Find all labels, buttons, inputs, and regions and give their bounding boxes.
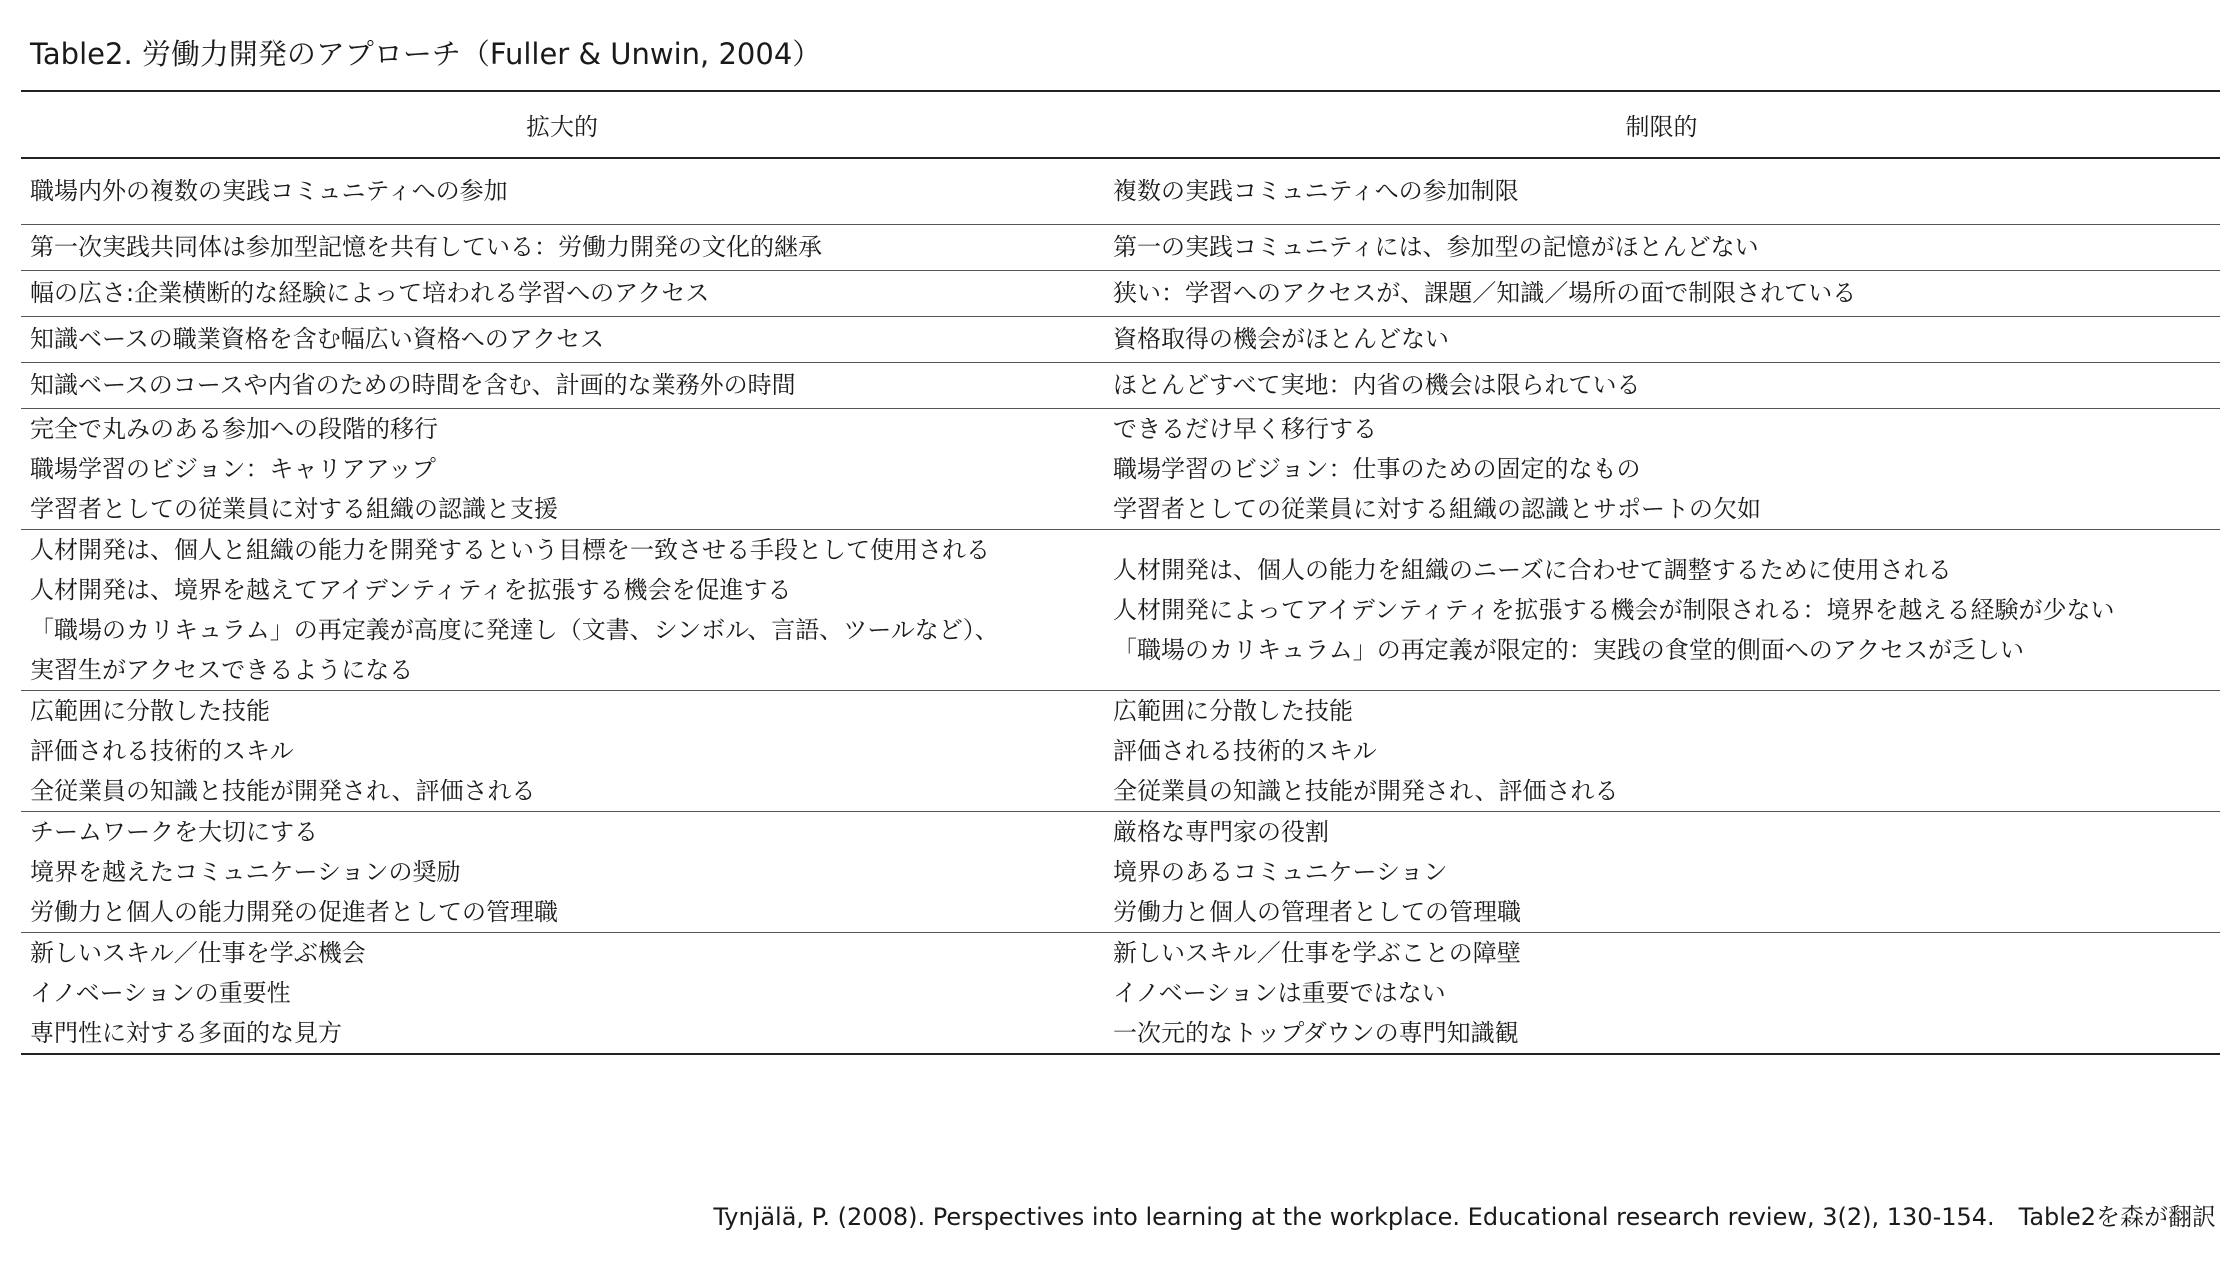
- cell-restrictive: [1103, 529, 2220, 690]
- cell-line: 知識ベースの職業資格を含む幅広い資格へのアクセス: [30, 325, 605, 353]
- approach-table: [21, 90, 2220, 1055]
- cell-expansive: [21, 690, 1103, 811]
- cell-expansive: [21, 811, 1103, 932]
- table-row: [21, 362, 2220, 408]
- cell-restrictive: [1103, 158, 2220, 224]
- cell-restrictive: [1103, 811, 2220, 932]
- cell-expansive: [21, 362, 1103, 408]
- cell-line: 複数の実践コミュニティへの参加制限: [1113, 177, 1519, 206]
- cell-line: 専門性に対する多面的な見方: [30, 1018, 342, 1047]
- cell-line: チームワークを大切にする: [30, 817, 318, 846]
- cell-line: できるだけ早く移行する: [1113, 414, 1377, 443]
- cell-expansive: [21, 224, 1103, 270]
- cell-line: 人材開発は、個人の能力を組織のニーズに合わせて調整するために使用される: [1113, 555, 1952, 584]
- cell-expansive: [21, 932, 1103, 1054]
- cell-line: 実習生がアクセスできるようになる: [30, 655, 414, 684]
- cell-line: 一次元的なトップダウンの専門知識観: [1113, 1018, 1519, 1047]
- cell-line: 全従業員の知識と技能が開発され、評価される: [30, 776, 536, 805]
- cell-restrictive: [1103, 932, 2220, 1054]
- cell-line: 学習者としての従業員に対する組織の認識と支援: [30, 494, 558, 523]
- table-row: [21, 158, 2220, 224]
- table-row: [21, 224, 2220, 270]
- table-row: [21, 932, 2220, 1054]
- cell-line: 第一次実践共同体は参加型記憶を共有している：労働力開発の文化的継承: [30, 233, 822, 261]
- cell-line: 職場学習のビジョン：仕事のための固定的なもの: [1113, 454, 1641, 483]
- cell-restrictive: [1103, 224, 2220, 270]
- cell-line: 新しいスキル／仕事を学ぶことの障壁: [1113, 938, 1521, 967]
- cell-line: 広範囲に分散した技能: [30, 696, 270, 725]
- cell-restrictive: [1103, 690, 2220, 811]
- cell-line: 人材開発は、個人と組織の能力を開発するという目標を一致させる手段として使用される: [30, 535, 990, 564]
- cell-line: 第一の実践コミュニティには、参加型の記憶がほとんどない: [1113, 233, 1759, 261]
- cell-line: 「職場のカリキュラム」の再定義が限定的：実践の食堂的側面へのアクセスが乏しい: [1113, 635, 2025, 664]
- cell-line: 職場学習のビジョン：キャリアアップ: [30, 454, 436, 483]
- header-expansive: 拡大的: [21, 91, 1103, 158]
- cell-expansive: [21, 158, 1103, 224]
- cell-line: 人材開発によってアイデンティティを拡張する機会が制限される：境界を越える経験が少ない: [1113, 595, 2115, 624]
- table-row: [21, 690, 2220, 811]
- cell-line: 新しいスキル／仕事を学ぶ機会: [30, 938, 366, 967]
- cell-line: ほとんどすべて実地：内省の機会は限られている: [1113, 371, 1641, 399]
- cell-expansive: [21, 529, 1103, 690]
- table-row: [21, 408, 2220, 529]
- cell-expansive: [21, 316, 1103, 362]
- cell-line: イノベーションは重要ではない: [1113, 978, 1446, 1007]
- table-caption: Table2. 労働力開発のアプローチ（Fuller & Unwin, 2004）: [30, 37, 822, 71]
- source-citation: Tynjälä, P. (2008). Perspectives into learning at the workplace. Educational research review, 3(2), 130-154. Table2を森が翻訳: [713, 1203, 2216, 1231]
- cell-expansive: [21, 408, 1103, 529]
- table-row: [21, 270, 2220, 316]
- cell-line: 幅の広さ:企業横断的な経験によって培われる学習へのアクセス: [30, 279, 710, 307]
- cell-line: 学習者としての従業員に対する組織の認識とサポートの欠如: [1113, 494, 1761, 523]
- cell-restrictive: [1103, 362, 2220, 408]
- cell-line: 厳格な専門家の役割: [1113, 817, 1329, 846]
- cell-restrictive: [1103, 316, 2220, 362]
- cell-line: 労働力と個人の管理者としての管理職: [1113, 897, 1521, 926]
- cell-line: 「職場のカリキュラム」の再定義が高度に発達し（文書、シンボル、言語、ツールなど）、: [30, 615, 999, 644]
- cell-line: 境界を越えたコミュニケーションの奨励: [30, 857, 461, 886]
- cell-line: 完全で丸みのある参加への段階的移行: [30, 414, 438, 443]
- cell-line: 評価される技術的スキル: [1113, 736, 1377, 765]
- table-row: [21, 529, 2220, 690]
- cell-restrictive: [1103, 408, 2220, 529]
- cell-restrictive: [1103, 270, 2220, 316]
- cell-expansive: [21, 270, 1103, 316]
- cell-line: 広範囲に分散した技能: [1113, 696, 1353, 725]
- cell-line: 職場内外の複数の実践コミュニティへの参加: [30, 177, 508, 206]
- cell-line: イノベーションの重要性: [30, 978, 291, 1007]
- cell-line: 知識ベースのコースや内省のための時間を含む、計画的な業務外の時間: [30, 371, 796, 399]
- cell-line: 評価される技術的スキル: [30, 736, 294, 765]
- table-row: [21, 811, 2220, 932]
- cell-line: 人材開発は、境界を越えてアイデンティティを拡張する機会を促進する: [30, 575, 792, 604]
- cell-line: 全従業員の知識と技能が開発され、評価される: [1113, 776, 1619, 805]
- header-restrictive: 制限的: [1103, 91, 2220, 158]
- table-header-row: [21, 91, 2220, 158]
- cell-line: 境界のあるコミュニケーション: [1113, 857, 1448, 886]
- cell-line: 労働力と個人の能力開発の促進者としての管理職: [30, 897, 558, 926]
- cell-line: 狭い：学習へのアクセスが、課題／知識／場所の面で制限されている: [1113, 279, 1857, 307]
- table-row: [21, 316, 2220, 362]
- cell-line: 資格取得の機会がほとんどない: [1113, 325, 1449, 353]
